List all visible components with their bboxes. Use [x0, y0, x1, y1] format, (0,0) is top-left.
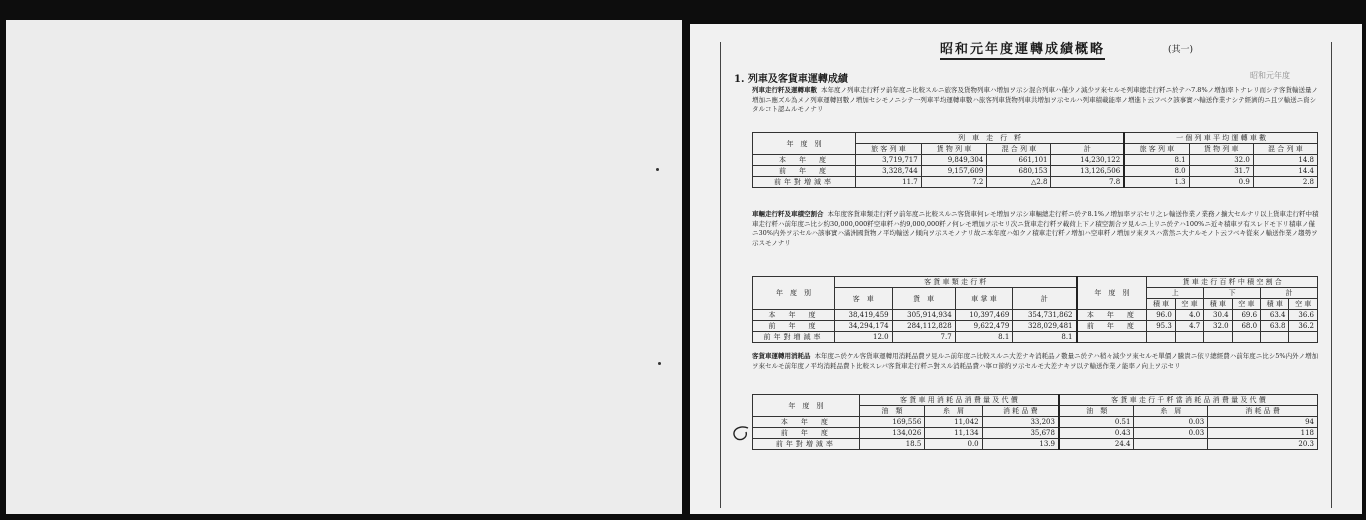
paragraph-2-lead: 車輛走行粁及車積空割合 — [752, 210, 824, 218]
document-title: 昭和元年度運轉成績概略 — [940, 38, 1105, 60]
paragraph-1-text: 本年度ノ列車走行粁ヲ前年度ニ比較スルニ旅客及貨物列車ハ増加ヲ示シ混合列車ハ僅少ノ減少ヲ來セルモ列車總走行粁ニ於テハ7.8%ノ増加率トナレリ而シテ客貨輸送量ノ増加ニ應ズル為メノ列車運轉回數ノ増加セシモノニシテ一列車平均運轉車數ハ旅客列車貨物列車共増加ヲ示セルハ列車積載能率ノ増進ト云フベク該事實ハ輸送作業ナシテ經濟的ニ且ツ輸送ニ資シタルコト認ムルモノナリ — [752, 86, 1318, 113]
table3-col: 糸 屑 — [925, 406, 982, 417]
table3-col: 消 耗 品 費 — [1208, 406, 1318, 417]
cell: 305,914,934 — [892, 310, 955, 321]
cell: 32.0 — [1189, 155, 1253, 166]
cell — [1289, 332, 1318, 343]
cell: 0.03 — [1134, 428, 1208, 439]
cell — [1175, 332, 1203, 343]
cell: 11.7 — [856, 177, 922, 188]
table2-group-header-b: 貨 車 走 行 百 粁 中 積 空 割 合 — [1147, 277, 1318, 288]
table2-dir-down: 下 — [1204, 288, 1261, 299]
cell: 31.7 — [1189, 166, 1253, 177]
left-blank-page — [6, 20, 682, 514]
table1-group-header-b: 一 個 列 車 平 均 運 轉 車 數 — [1124, 133, 1317, 144]
loop-mark-icon — [730, 424, 752, 444]
table3-col: 糸 屑 — [1134, 406, 1208, 417]
table2-col-b: 空 車 — [1175, 299, 1203, 310]
cell: 4.7 — [1175, 321, 1203, 332]
cell: 69.6 — [1232, 310, 1260, 321]
table-row — [753, 428, 1318, 439]
cell: 8.1 — [1013, 332, 1077, 343]
row-label: 本 年 度 — [753, 155, 856, 166]
table2-group-header-a: 客 貨 車 類 走 行 粁 — [834, 277, 1076, 288]
cell: 4.0 — [1175, 310, 1203, 321]
paragraph-1 — [752, 86, 1320, 115]
cell: 0.51 — [1059, 417, 1134, 428]
cell: 0.03 — [1134, 417, 1208, 428]
table2-row-header: 年 度 別 — [753, 277, 835, 310]
cell: 7.8 — [1051, 177, 1124, 188]
cell: 12.0 — [834, 332, 892, 343]
cell: 1.3 — [1124, 177, 1189, 188]
cell: 0.9 — [1189, 177, 1253, 188]
table3-col: 消 耗 品 費 — [982, 406, 1059, 417]
cell: 134,026 — [859, 428, 924, 439]
cell: 20.3 — [1208, 439, 1318, 450]
car-mileage-table — [752, 276, 1318, 343]
document-subtitle: (其一) — [1168, 45, 1194, 55]
table-row — [753, 310, 1318, 321]
section-heading: 1. 列車及客貨車運轉成績 — [734, 74, 848, 85]
cell: 18.5 — [859, 439, 924, 450]
cell: 14,230,122 — [1051, 155, 1124, 166]
cell — [1232, 332, 1260, 343]
table3-col: 油 類 — [859, 406, 924, 417]
table2-row-header-b: 年 度 別 — [1077, 277, 1147, 310]
cell: 36.2 — [1289, 321, 1318, 332]
table3-group-header-b: 客 貨 車 走 行 千 粁 當 消 耗 品 消 費 量 及 代 價 — [1059, 395, 1318, 406]
table2-col: 貨 車 — [892, 288, 955, 310]
cell: 328,029,481 — [1013, 321, 1077, 332]
cell: 14.4 — [1253, 166, 1317, 177]
table-row — [753, 417, 1318, 428]
cell: 10,397,469 — [955, 310, 1013, 321]
cell: 13,126,506 — [1051, 166, 1124, 177]
table1-col: 旅 客 列 車 — [856, 144, 922, 155]
train-mileage-table — [752, 132, 1318, 188]
row-label: 前 年 度 — [753, 428, 860, 439]
cell: 118 — [1208, 428, 1318, 439]
cell: 94 — [1208, 417, 1318, 428]
cell: 32.0 — [1204, 321, 1232, 332]
cell: 0.43 — [1059, 428, 1134, 439]
table2-dir-total: 計 — [1261, 288, 1318, 299]
cell: 96.0 — [1147, 310, 1175, 321]
cell: 34,294,174 — [834, 321, 892, 332]
table1-row-header: 年 度 別 — [753, 133, 856, 155]
paragraph-2 — [752, 210, 1320, 248]
row-label-b — [1077, 332, 1147, 343]
cell: 8.1 — [1124, 155, 1189, 166]
cell: 7.2 — [921, 177, 987, 188]
table1-col: 旅 客 列 車 — [1124, 144, 1189, 155]
cell: 14.8 — [1253, 155, 1317, 166]
row-label: 本 年 度 — [753, 417, 860, 428]
cell: 9,622,479 — [955, 321, 1013, 332]
row-label: 前 年 度 — [753, 321, 835, 332]
cell: 24.4 — [1059, 439, 1134, 450]
cell: 8.0 — [1124, 166, 1189, 177]
cell: 0.0 — [925, 439, 982, 450]
cell: 13.9 — [982, 439, 1059, 450]
table3-group-header-a: 客 貨 車 用 消 耗 品 消 費 量 及 代 價 — [859, 395, 1059, 406]
consumables-table — [752, 394, 1318, 450]
cell: 661,101 — [987, 155, 1051, 166]
cell: 354,731,862 — [1013, 310, 1077, 321]
cell — [1204, 332, 1232, 343]
paragraph-3 — [752, 352, 1320, 371]
cell: 3,328,744 — [856, 166, 922, 177]
cell — [1134, 439, 1208, 450]
row-label: 前年對増減率 — [753, 439, 860, 450]
cell: 8.1 — [955, 332, 1013, 343]
paragraph-2-text: 本年度客貨車類走行粁ヲ前年度ニ比較スルニ客貨車何レモ増加ヲ示シ車輛總走行粁ニ於テ8.1%ノ増加率ヲ示セリ之レ輸送作業ノ業務ノ擴大セルナリ以上貨車走行粁中積車走行粁ハ前年度ニ比シ約30,000,000粁空車粁ハ約9,000,000粁ノ何レモ増加ヲ示セリ次ニ貨車走行粁ヲ載荷上下ノ積空割合ヲ見ルニ上リニ於テハ100%ニ近キ積車ヲ有スレドモ下リ積車ノ僅ニ30%内外ヲ示セルハ該事實ハ滿洲國貨物ノ平均輸送ノ傾向ヲ示スモノナリ故ニ本年度ハ如クノ積車走行粁ノ増加ハ空車粁ノ増加ヲ來タスハ當然ニ大ナルモノト云フベキ從來ノ輸送作業ノ趨勢ヲ示スモノナリ — [752, 210, 1319, 247]
cell: 63.4 — [1261, 310, 1289, 321]
paragraph-3-text: 本年度ニ於ケル客貨車運轉用消耗品費ヲ見ルニ前年度ニ比較スルニ大差ナキ消耗品ノ數量ニ於テハ稍々減少ヲ來セルモ單價ノ騰貴ニ依リ總經費ハ前年度ニ比シ5%内外ノ増加ヲ來セルモ前年度ノ平均消耗品費ト比較スレバ客貨車走行粁ニ對スル消耗品費ハ寧ロ節約ヲ示セルモ大差ナキヲ以テ輸送作業ノ能率ノ向上ヲ示セリ — [752, 352, 1319, 370]
cell: 68.0 — [1232, 321, 1260, 332]
cell: 63.8 — [1261, 321, 1289, 332]
cell: 11,042 — [925, 417, 982, 428]
cell: 9,849,304 — [921, 155, 987, 166]
table1-col: 貨 物 列 車 — [1189, 144, 1253, 155]
table2-col: 客 車 — [834, 288, 892, 310]
right-report-page — [690, 24, 1362, 514]
cell: 2.8 — [1253, 177, 1317, 188]
row-label-b: 本 年 度 — [1077, 310, 1147, 321]
cell — [1261, 332, 1289, 343]
cell: 38,419,459 — [834, 310, 892, 321]
table2-col-b: 積 車 — [1261, 299, 1289, 310]
cell: 36.6 — [1289, 310, 1318, 321]
corner-stamp: 昭和元年度 — [1250, 71, 1290, 80]
table2-col: 計 — [1013, 288, 1077, 310]
cell: 284,112,828 — [892, 321, 955, 332]
cell: 7.7 — [892, 332, 955, 343]
speck-mark — [656, 168, 659, 171]
row-label: 本 年 度 — [753, 310, 835, 321]
speck-mark — [658, 362, 661, 365]
table3-row-header: 年 度 別 — [753, 395, 860, 417]
cell: 3,719,717 — [856, 155, 922, 166]
cell: 11,134 — [925, 428, 982, 439]
table-row — [753, 439, 1318, 450]
row-label: 前年對増減率 — [753, 177, 856, 188]
table1-col: 混 合 列 車 — [987, 144, 1051, 155]
paragraph-1-lead: 列車走行粁及運轉車數 — [752, 86, 817, 94]
cell: △2.8 — [987, 177, 1051, 188]
cell: 33,203 — [982, 417, 1059, 428]
cell — [1147, 332, 1175, 343]
cell: 680,153 — [987, 166, 1051, 177]
table2-col-b: 積 車 — [1204, 299, 1232, 310]
table1-col: 混 合 列 車 — [1253, 144, 1317, 155]
table2-col-b: 空 車 — [1232, 299, 1260, 310]
row-label: 前年對増減率 — [753, 332, 835, 343]
cell: 9,157,609 — [921, 166, 987, 177]
table2-col: 車 掌 車 — [955, 288, 1013, 310]
table1-col: 計 — [1051, 144, 1124, 155]
handwritten-loop-mark — [730, 424, 752, 447]
table2-col-b: 積 車 — [1147, 299, 1175, 310]
table1-col: 貨 物 列 車 — [921, 144, 987, 155]
table3-col: 油 類 — [1059, 406, 1134, 417]
row-label-b: 前 年 度 — [1077, 321, 1147, 332]
table2-col-b: 空 車 — [1289, 299, 1318, 310]
row-label: 前 年 度 — [753, 166, 856, 177]
table-row — [753, 332, 1318, 343]
cell: 30.4 — [1204, 310, 1232, 321]
paragraph-3-lead: 客貨車運轉用消耗品 — [752, 352, 811, 360]
table1-group-header-a: 列 車 走 行 粁 — [856, 133, 1125, 144]
cell: 95.3 — [1147, 321, 1175, 332]
table-row — [753, 321, 1318, 332]
table-row — [753, 155, 1318, 166]
cell: 35,678 — [982, 428, 1059, 439]
table-row — [753, 166, 1318, 177]
cell: 169,556 — [859, 417, 924, 428]
table2-dir-up: 上 — [1147, 288, 1204, 299]
table-row — [753, 177, 1318, 188]
